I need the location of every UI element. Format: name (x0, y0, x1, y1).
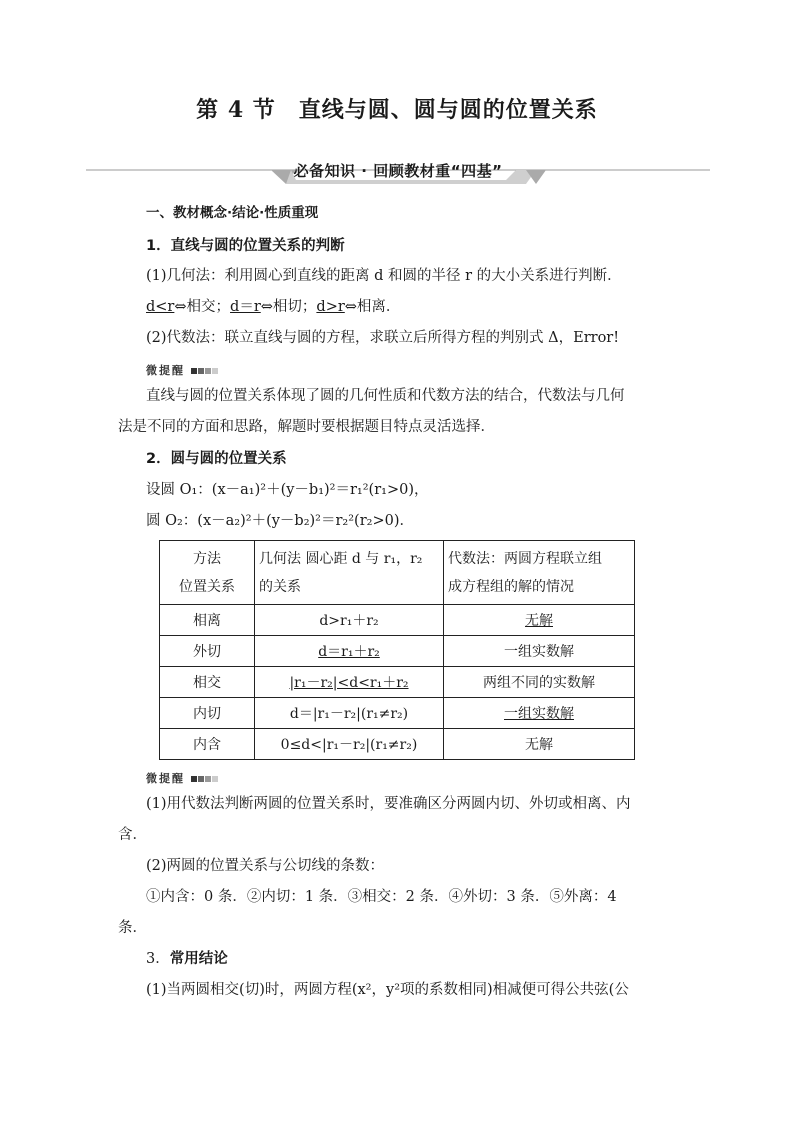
cond-intersect: d<r (146, 299, 175, 315)
cond-separate: d>r (316, 299, 345, 315)
tip2-line1: (1)用代数法判断两圆的位置关系时，要准确区分两圆内切、外切或相离、内 (146, 796, 631, 812)
table-row (160, 667, 635, 698)
section-banner (86, 158, 710, 188)
tip2-line5: 条． (118, 920, 147, 936)
section-heading: 一、教材概念·结论·性质重现 (146, 205, 319, 221)
header-method-line2: 位置关系 (179, 578, 235, 595)
row-relation: 内切 (160, 698, 255, 729)
circle-relation-table (159, 540, 635, 760)
subsection-heading-1: 1．直线与圆的位置关系的判断 (146, 238, 345, 254)
row-relation: 外切 (160, 636, 255, 667)
paragraph-common-chord: (1)当两圆相交(切)时，两圆方程(x²，y²项的系数相同)相减便可得公共弦(公 (146, 982, 629, 998)
tip-label-text: 微提醒 (146, 772, 185, 785)
cond-separate-label: ⇔相离． (344, 299, 401, 315)
subsection-3-title: 常用结论 (169, 951, 228, 967)
row-relation: 内含 (160, 729, 255, 760)
row-algebraic: 无解 (444, 729, 635, 760)
banner-label: 必备知识 · 回顾教材重“四基” (293, 162, 503, 180)
paragraph-conditions (146, 297, 400, 317)
table-row (160, 636, 635, 667)
subsection-heading-3 (146, 949, 228, 969)
page-title: 第 4 节 直线与圆、圆与圆的位置关系 (196, 97, 598, 123)
row-relation: 相离 (160, 605, 255, 636)
tip1-line2: 法是不同的方面和思路，解题时要根据题目特点灵活选择． (118, 419, 495, 435)
cond-tangent-label: ⇔相切； (260, 299, 317, 315)
header-algebraic-line2: 成方程组的解的情况 (448, 578, 574, 595)
row-algebraic: 一组实数解 (444, 636, 635, 667)
row-geometric: |r₁－r₂|<d<r₁＋r₂ (255, 667, 444, 698)
row-algebraic: 一组实数解 (444, 698, 635, 729)
table-row (160, 605, 635, 636)
header-geometric (255, 541, 444, 605)
table-row (160, 698, 635, 729)
circle-o2-equation: 圆 O₂：(x－a₂)²＋(y－b₂)²＝r₂²(r₂>0)． (146, 513, 414, 529)
table-header-row (160, 541, 635, 605)
header-geometric-line2: 的关系 (259, 578, 301, 595)
cond-tangent: d＝r (230, 299, 261, 315)
tip-label-1 (146, 362, 219, 378)
header-algebraic (444, 541, 635, 605)
tip-label-2 (146, 770, 219, 786)
circle-o1-equation: 设圆 O₁：(x－a₁)²＋(y－b₁)²＝r₁²(r₁>0)， (146, 482, 429, 498)
row-geometric: 0≤d<|r₁－r₂|(r₁≠r₂) (255, 729, 444, 760)
header-method (160, 541, 255, 605)
header-geometric-line1: 几何法 圆心距 d 与 r₁，r₂ (259, 550, 423, 567)
subsection-3-number: 3． (146, 951, 170, 967)
row-geometric: d＝|r₁－r₂|(r₁≠r₂) (255, 698, 444, 729)
paragraph-geometric-method: (1)几何法：利用圆心到直线的距离 d 和圆的半径 r 的大小关系进行判断． (146, 268, 622, 284)
paragraph-algebraic-method: (2)代数法：联立直线与圆的方程，求联立后所得方程的判别式 Δ，Error! (146, 330, 620, 346)
table-row (160, 729, 635, 760)
row-relation: 相交 (160, 667, 255, 698)
row-algebraic: 无解 (444, 605, 635, 636)
tip2-line2: 含． (118, 827, 147, 843)
cond-intersect-label: ⇔相交； (174, 299, 231, 315)
tip-label-text: 微提醒 (146, 364, 185, 377)
row-algebraic: 两组不同的实数解 (444, 667, 635, 698)
subsection-heading-2: 2．圆与圆的位置关系 (146, 451, 287, 467)
tip1-line1: 直线与圆的位置关系体现了圆的几何性质和代数方法的结合，代数法与几何 (146, 388, 625, 404)
tip2-line3: (2)两圆的位置关系与公切线的条数： (146, 858, 385, 874)
tip2-line4: ①内含：0 条．②内切：1 条．③相交：2 条．④外切：3 条．⑤外离：4 (146, 889, 617, 905)
header-method-line1: 方法 (193, 550, 221, 567)
row-geometric: d>r₁＋r₂ (255, 605, 444, 636)
header-algebraic-line1: 代数法：两圆方程联立组 (448, 550, 602, 567)
row-geometric: d＝r₁＋r₂ (255, 636, 444, 667)
